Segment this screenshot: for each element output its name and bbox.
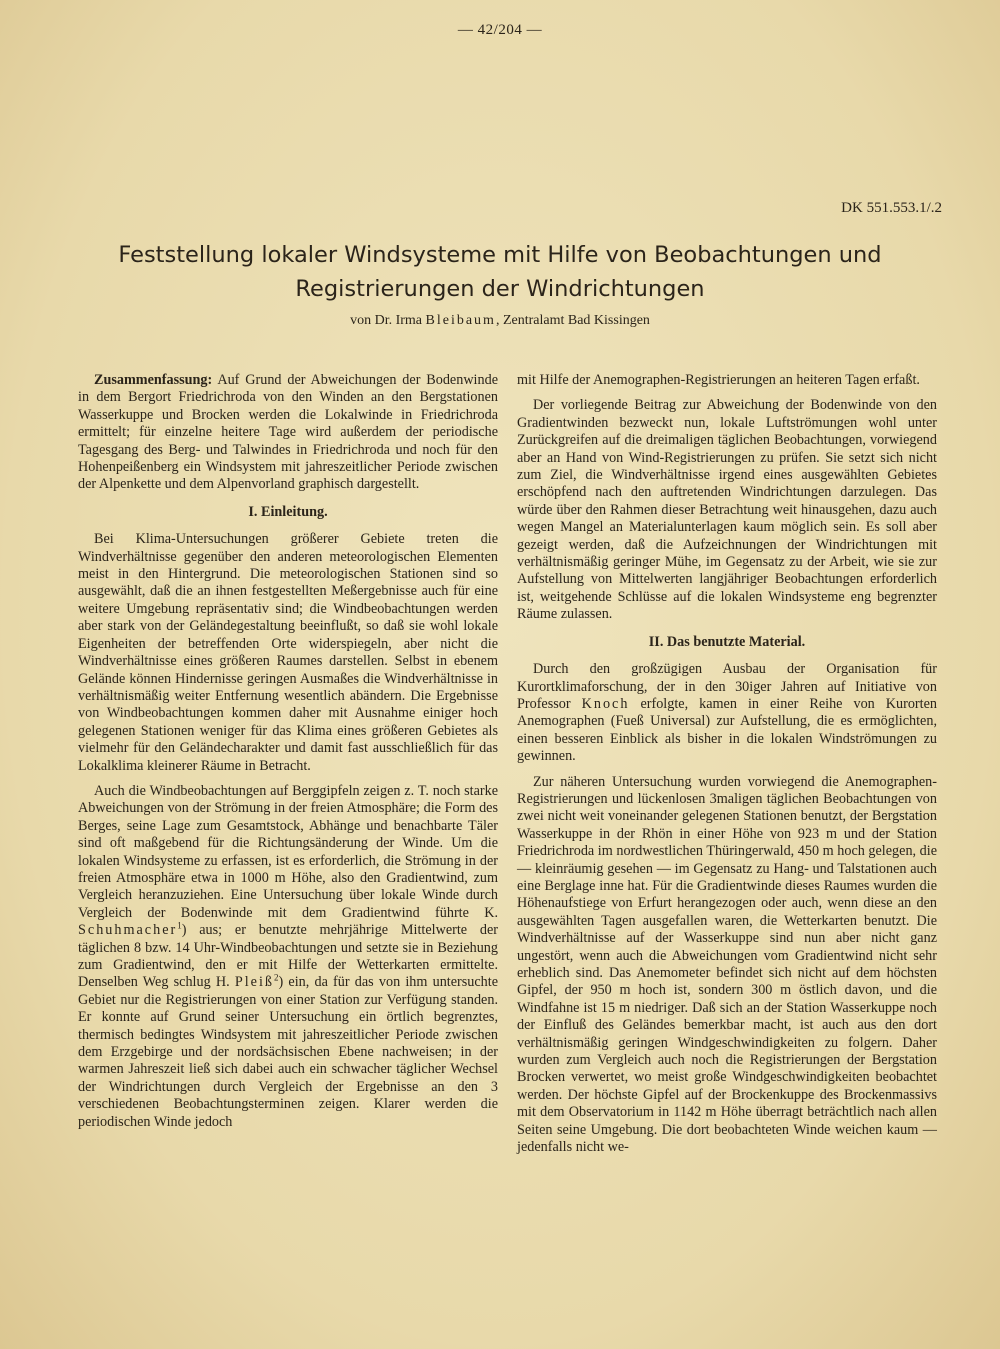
abstract-label: Zusammenfassung: <box>94 372 213 388</box>
paragraph: Der vorliegende Beitrag zur Abweichung der Bodenwinde von den Gradientwinden bezweckt nun, lokale Luftströmungen wohl unter Zurückgreifen auf die dreimaligen täglichen Beobachtungen, vorwiegend aber an Hand von Wind-Registrierungen zu prüfen. Sie setzt sich nicht zum Ziel, die Windverhältnisse irgend eines ausgewählten Gebietes erschöpfend nach den auftretenden Windrichtungen darzulegen. Das würde über den Rahmen dieser Betrachtung weit hinausgehen, dazu auch wegen Mangel an Materialunterlagen kaum möglich sein. Es soll aber gezeigt werden, daß die Aufzeichnungen der Windrichtungen mit verhältnismäßig geringer Mühe, im Gegensatz zu der Arbeit, wie sie zur Aufstellung von Mittelwerten langjähriger Beobachtungen erforderlich ist, weitgehende Schlüsse auf die lokalen Windsysteme eng begrenzter Räume zulassen. <box>517 397 937 623</box>
cited-author: Pleiß <box>234 974 275 991</box>
abstract-text: Auf Grund der Abweichungen der Bodenwinde in dem Bergort Friedrichroda von den Winden an den Bergstationen Wasserkuppe und Brocken werden die Lokalwinde in Friedrichroda ermittelt; für einzelne heitere Tage wird außerdem der periodische Tagesgang des Berg- und Talwindes in Friedrichroda und noch für den Hohenpeißenberg ein Windsystem mit jahreszeitlicher Periode zwischen der Alpenkette und dem Alpenvorland graphisch dargestellt. <box>78 372 498 493</box>
author-surname: Bleibaum <box>425 313 496 328</box>
article-title: Feststellung lokaler Windsysteme mit Hilfe von Beobachtungen und Registrierungen der Windrichtungen <box>118 242 882 302</box>
right-column <box>517 372 937 1164</box>
classification-code: DK 551.553.1/.2 <box>841 200 942 216</box>
footnote-ref: 2 <box>274 972 279 983</box>
section-heading-introduction: I. Einleitung. <box>248 503 328 520</box>
paragraph <box>78 783 498 1131</box>
footnote-ref: 1 <box>177 920 182 931</box>
cited-author: Schuhmacher <box>78 922 178 939</box>
paragraph: Zur näheren Untersuchung wurden vorwiegend die Anemographen-Registrierungen und lückenlosen 3maligen täglichen Beobachtungen von zwei nicht weit voneinander gelegenen Stationen benutzt, der Bergstation Wasserkuppe in der Rhön in einer Höhe von 923 m und der Station Friedrichroda im nordwestlichen Thüringerwald, 450 m hoch gelegen, die — kleinräumig gesehen — im Gegensatz zu Hang- und Talstationen auch eine Berglage inne hat. Für die Gradientwinde dieses Raumes wurden die Höhenaufstiege von Erfurt herangezogen oder auch, wenn diese an den ausgewählten Tagen ausgefallen waren, die Wetterkarten benutzt. Die Windverhältnisse auf der Wasserkuppe sind nun aber nicht ganz ungestört, wenn auch die Abweichungen vom Gradientwind nicht sehr erheblich sind. Das Anemometer befindet sich nicht auf dem höchsten Gipfel, der 950 m hoch ist, sondern 300 m östlich davon, und die Windfahne ist 15 m niedriger. Daß sich an der Station Wasserkuppe noch der Einfluß des Geländes bemerkbar macht, ist auch aus den dort verhältnismäßig geringen Windgeschwindigkeiten zu folgern. Daher wurden zum Vergleich auch noch die Registrierungen der Bergstation Brocken verwertet, wo meist große Windgeschwindigkeiten beobachtet werden. Der höchste Gipfel auf der Brockenkuppe des Brockenmassivs mit dem Observatorium in 1142 m Höhe überragt beträchtlich nach allen Seiten seine Umgebung. Die dort beobachteten Winde weichen kaum — jedenfalls nicht we- <box>517 773 937 1156</box>
paragraph: Bei Klima-Untersuchungen größerer Gebiete treten die Windverhältnisse gegenüber den anderen meteorologischen Elementen meist in den Hintergrund. Die meteorologischen Stationen sind so ausgewählt, daß die an ihnen festgestellten Meßergebnisse auch für eine weitere Umgebung repräsentativ sind; die Windbeobachtungen werden aber stark von der Geländegestaltung beeinflußt, so daß sie wohl lokale Eigenheiten der betreffenden Orte widerspiegeln, aber nicht die Windverhältnisse eines größeren Raumes darstellen. Selbst in ebenem Gelände können Hindernisse geringen Ausmaßes die Windverhältnisse in verhältnismäßig weiter Entfernung wesentlich abändern. Die Ergebnisse von Windbeobachtungen kommen daher mit Ausnahme einiger hoch gelegenen Stationen weniger für das Klima eines größeren Gebietes als vielmehr für den Geländecharakter und damit fast ausschließlich für das Lokalklima kleinerer Räume in Betracht. <box>78 531 498 774</box>
paragraph-text: ) ein, da für das von ihm untersuchte Gebiet nur die Registrierungen von einer Station zur Verfügung standen. Er konnte auf Grund seiner Untersuchung ein örtlich begrenztes, thermisch bedingtes Windsystem mit jahreszeitlicher Periode zwischen dem Erzgebirge und der nordsächsischen Ebene nachweisen; in der warmen Jahreszeit ließ sich dabei auch ein schwacher täglicher Wechsel der Windrichtungen durch Vergleich der Ergebnisse an den 3 verschiedenen Beobachtungsterminen zeigen. Klarer werden die periodischen Winde jedoch <box>78 974 498 1130</box>
paragraph-text: erfolgte, kamen in einer Reihe von Kurorten Anemographen (Fueß Universal) zur Aufstellung, die es ermöglichten, einen besseren Einblick als bisher in die lokalen Windströmungen zu gewinnen. <box>517 695 937 765</box>
author-line <box>0 313 1000 329</box>
paragraph <box>517 661 937 765</box>
cited-person: Knoch <box>581 695 630 712</box>
paragraph: mit Hilfe der Anemographen-Registrierungen an heiteren Tagen erfaßt. <box>517 372 920 388</box>
author-affiliation: , Zentralamt Bad Kissingen <box>495 313 650 328</box>
page-number: — 42/204 — <box>457 22 543 38</box>
paragraph-text: Auch die Windbeobachtungen auf Berggipfeln zeigen z. T. noch starke Abweichungen von der Strömung in der freien Atmosphäre; die Form des Berges, seine Lage zum Gesamtstock, Abhänge und benachbarte Täler sind oft maßgebend für die Richtungsänderung der Winde. Um die lokalen Windsysteme zu erfassen, ist es erforderlich, die Strömung in der freien Atmosphäre etwa in 1000 m Höhe, also den Gradientwind, zum Vergleich heranzuziehen. Eine Untersuchung über lokale Winde durch Vergleich der Bodenwinde mit dem Gradientwind führte K. <box>78 782 498 921</box>
section-heading-material: II. Das benutzte Material. <box>648 633 806 650</box>
paragraph-text: ) aus; er benutzte mehrjährige Mittelwerte der täglichen 8 bzw. 14 Uhr-Windbeobachtungen und setzte sie in Beziehung zum Gradientwind, den er mit Hilfe der Wetterkarten ermittelte. Denselben Weg schlug H. <box>78 922 498 991</box>
author-prefix: von Dr. Irma <box>350 313 423 328</box>
abstract <box>78 372 498 494</box>
left-column <box>78 372 498 1139</box>
paragraph-text: Durch den großzügigen Ausbau der Organisation für Kurortklimaforschung, der in den 30iger Jahren auf Initiative von Professor <box>517 661 937 712</box>
